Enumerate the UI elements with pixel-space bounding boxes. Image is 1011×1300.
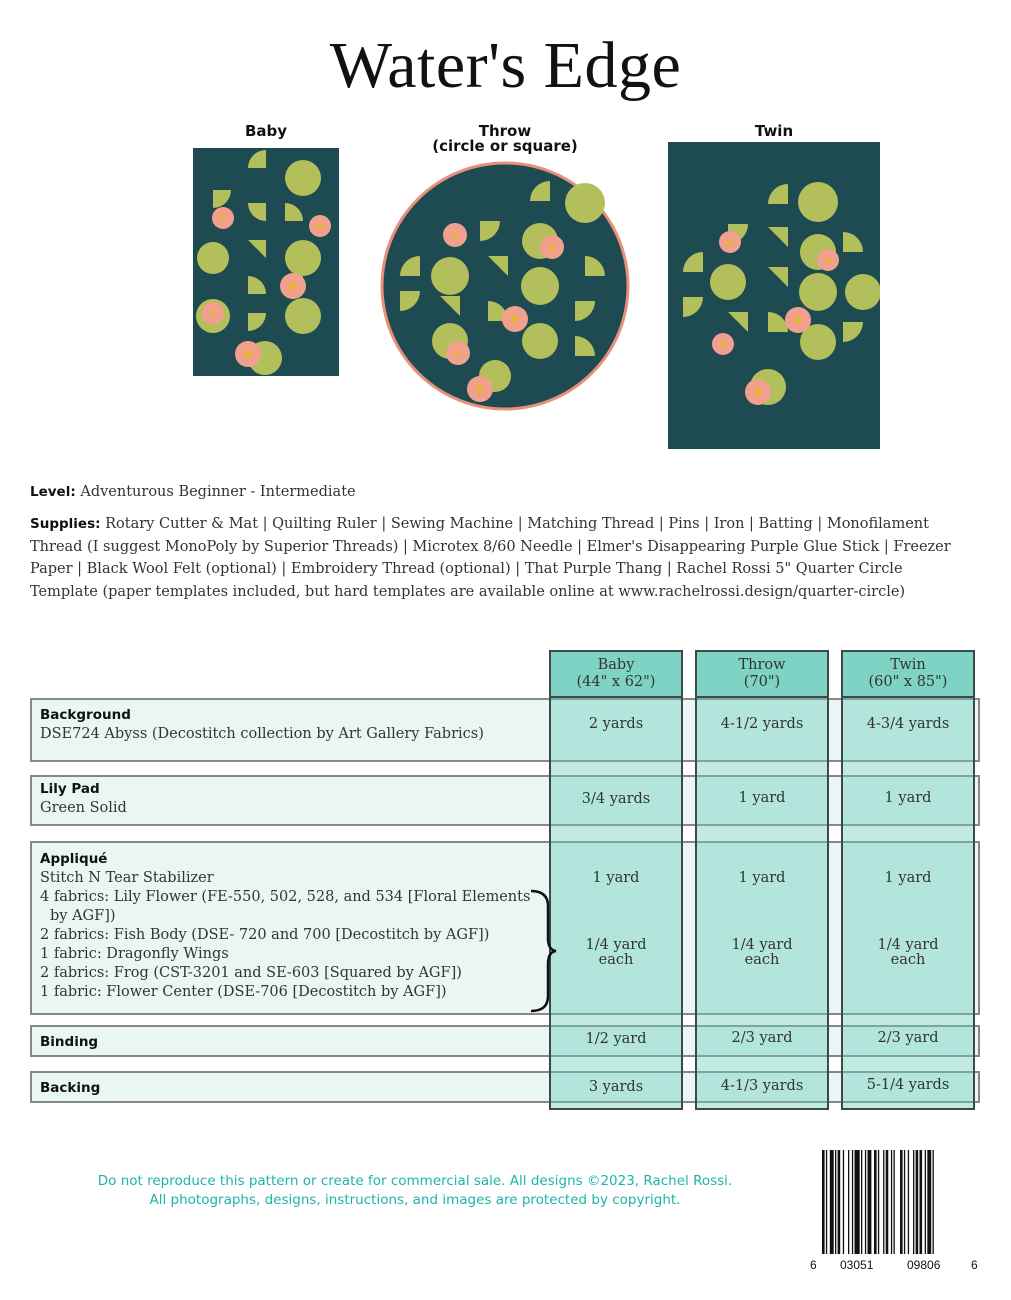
supplies-line-3: Paper | Black Wool Felt (optional) | Embroidery Thread (optional) | That Purple Thang | Rachel Rossi 5" Quarter Circle (30, 561, 903, 577)
backing-row (30, 1071, 980, 1103)
lily-pad-heading: Lily Pad (40, 781, 100, 797)
lily-pad-baby-value: 3/4 yards (581, 791, 651, 807)
background-heading: Background (40, 707, 131, 723)
supplies-line-4: Template (paper templates included, but hard templates are available online at www.rachelrossi.design/quarter-circle) (30, 583, 906, 600)
applique-description (40, 850, 530, 1002)
lily-pad-detail: Green Solid (40, 800, 127, 816)
twin-column-name: Twin (890, 657, 926, 673)
supplies-block (30, 513, 990, 603)
background-throw-value: 4-1/2 yards (720, 716, 804, 732)
copyright-notice (40, 1172, 790, 1210)
fabric-baby-value (549, 938, 683, 968)
level-label: Level: (30, 484, 76, 500)
stabilizer-throw-value: 1 yard (738, 870, 786, 886)
lily-pad-row (30, 775, 980, 826)
applique-line-1: Stitch N Tear Stabilizer (40, 870, 214, 886)
fabric-twin-amount: 1/4 yard (877, 937, 939, 953)
lily-pad-description (40, 780, 127, 818)
fabric-baby-amount: 1/4 yard (585, 937, 647, 953)
binding-throw-value: 2/3 yard (731, 1030, 793, 1046)
backing-heading: Backing (40, 1080, 101, 1096)
binding-baby-value: 1/2 yard (585, 1031, 647, 1047)
barcode-group-1: 03051 (840, 1258, 874, 1272)
backing-baby-value: 3 yards (588, 1079, 644, 1095)
twin-column-header (841, 650, 975, 698)
binding-twin-value: 2/3 yard (877, 1030, 939, 1046)
baby-quilt-image (193, 148, 339, 376)
copyright-line-2: All photographs, designs, instructions, and images are protected by copyright. (149, 1192, 681, 1208)
supplies-label: Supplies: (30, 516, 101, 532)
copyright-line-1: Do not reproduce this pattern or create for commercial sale. All designs ©2023, Rachel Rossi. (97, 1173, 733, 1189)
background-baby-value: 2 yards (588, 716, 644, 732)
barcode-left-digit: 6 (810, 1258, 817, 1272)
supplies-line-1: Rotary Cutter & Mat | Quilting Ruler | Sewing Machine | Matching Thread | Pins | Iron | Batting | Monofilament (105, 516, 929, 532)
fabric-throw-each: each (744, 952, 780, 968)
throw-column-size: (70") (743, 674, 781, 690)
twin-quilt-image (668, 142, 880, 449)
stabilizer-twin-value: 1 yard (884, 870, 932, 886)
lily-pad-twin-value: 1 yard (884, 790, 932, 806)
level-value: Adventurous Beginner - Intermediate (80, 484, 356, 500)
lily-pad-throw-value: 1 yard (738, 790, 786, 806)
background-twin-value: 4-3/4 yards (866, 716, 950, 732)
fabric-throw-amount: 1/4 yard (731, 937, 793, 953)
barcode-image (820, 1150, 980, 1258)
baby-label: Baby (244, 122, 288, 140)
level-line (30, 481, 980, 504)
binding-heading: Binding (40, 1034, 99, 1050)
barcode-group-2: 09806 (907, 1258, 941, 1272)
twin-column-size: (60" x 85") (868, 674, 948, 690)
supplies-line-2: Thread (I suggest MonoPoly by Superior Threads) | Microtex 8/60 Needle | Elmer's Disappearing Purple Glue Stick | Freezer (30, 538, 951, 555)
baby-column-size: (44" x 62") (576, 674, 656, 690)
applique-line-6: 2 fabrics: Frog (CST-3201 and SE-603 [Squared by AGF]) (40, 965, 462, 981)
applique-line-4: 2 fabrics: Fish Body (DSE- 720 and 700 [Decostitch by AGF]) (40, 927, 490, 943)
throw-column-name: Throw (738, 657, 786, 673)
baby-column-name: Baby (597, 657, 635, 673)
fabric-twin-each: each (890, 952, 926, 968)
barcode-right-digit: 6 (971, 1258, 978, 1272)
baby-column-header (549, 650, 683, 698)
fabric-baby-each: each (598, 952, 634, 968)
applique-heading: Appliqué (40, 851, 108, 867)
throw-label: Throw (478, 122, 532, 140)
backing-throw-value: 4-1/3 yards (720, 1078, 804, 1094)
applique-line-2: 4 fabrics: Lily Flower (FE-550, 502, 528, and 534 [Floral Elements (40, 889, 531, 905)
stabilizer-baby-value: 1 yard (592, 870, 640, 886)
throw-column-header (695, 650, 829, 698)
applique-line-5: 1 fabric: Dragonfly Wings (40, 946, 229, 962)
binding-row (30, 1025, 980, 1057)
pattern-title: Water's Edge (329, 29, 682, 102)
fabric-twin-value (841, 938, 975, 968)
applique-line-7: 1 fabric: Flower Center (DSE-706 [Decostitch by AGF]) (40, 984, 447, 1000)
background-detail: DSE724 Abyss (Decostitch collection by Art Gallery Fabrics) (40, 726, 484, 742)
applique-line-3: by AGF]) (50, 908, 116, 924)
fabric-throw-value (695, 938, 829, 968)
throw-quilt-image (380, 161, 630, 411)
throw-sublabel: (circle or square) (432, 137, 578, 155)
backing-twin-value: 5-1/4 yards (866, 1077, 950, 1093)
background-description (40, 706, 484, 744)
twin-label: Twin (754, 122, 794, 140)
